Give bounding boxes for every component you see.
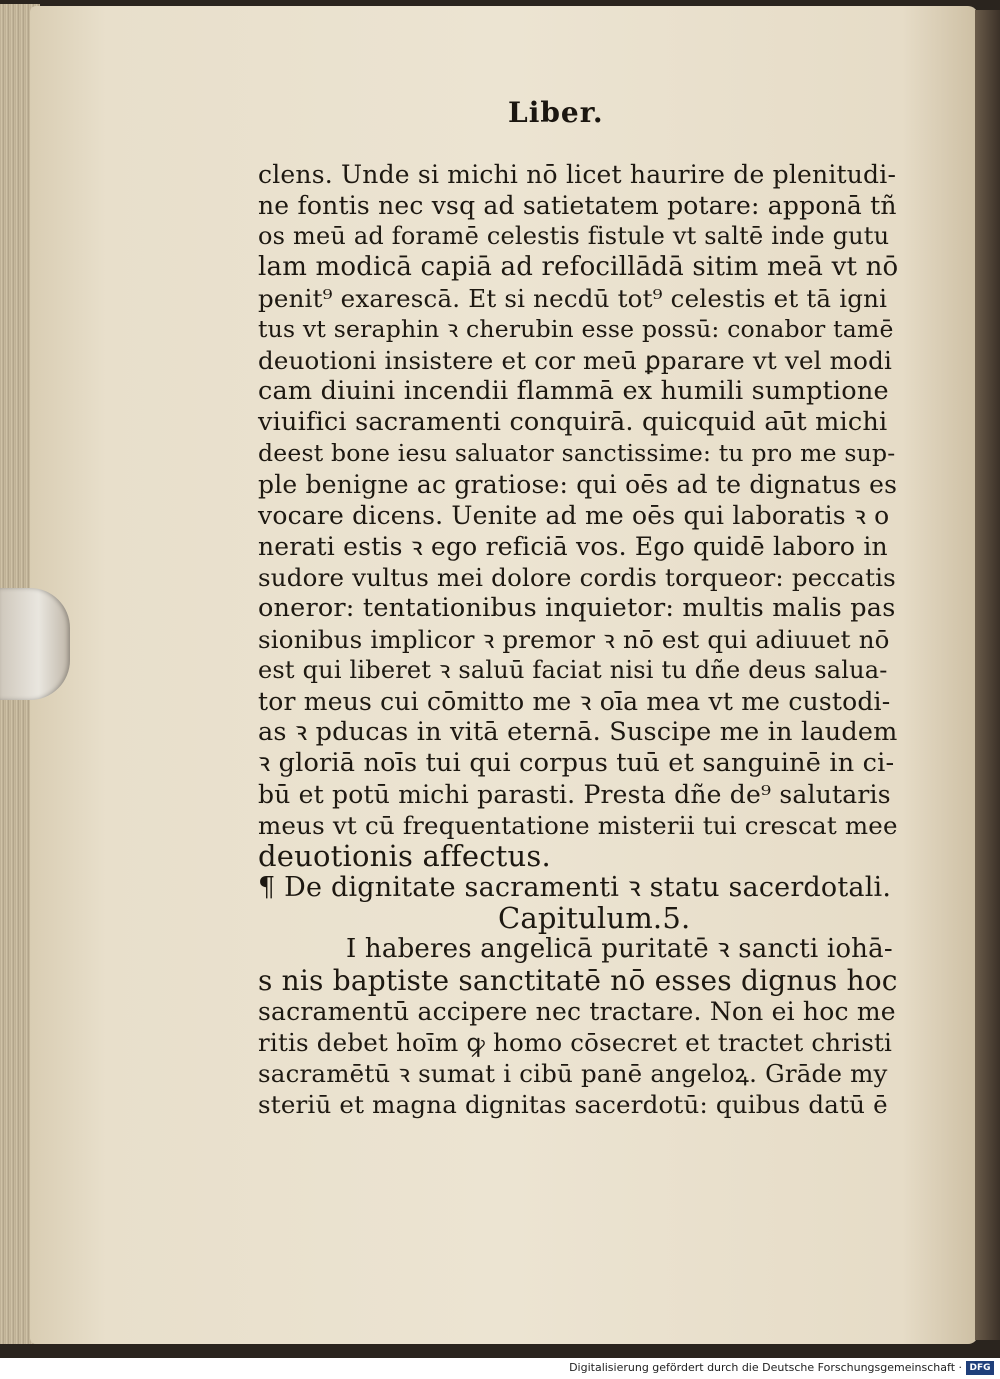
- dfg-logo: DFG: [966, 1361, 994, 1375]
- chapter-heading: ¶ De dignitate sacramenti ꝛ statu sacerdotali.: [258, 872, 892, 903]
- text-line: ne fontis nec vsq ad satietatem potare: apponā tñ: [258, 191, 897, 220]
- text-line: meus vt cū frequentatione misterii tui crescat mee: [258, 811, 898, 840]
- text-line: penit⁹ exarescā. Et si necdū tot⁹ celestis et tā igni: [258, 284, 888, 313]
- text-line: clens. Unde si michi nō licet haurire de plenitudi-: [258, 160, 897, 189]
- text-line: nerati estis ꝛ ego reficiā vos. Ego quidē laboro in: [258, 532, 888, 561]
- footer-credit: Digitalisierung gefördert durch die Deutsche Forschungsgemeinschaft ·: [569, 1361, 962, 1374]
- text-line: s nis baptiste sanctitatē nō esses dignus hoc: [258, 964, 898, 997]
- text-line: lam modicā capiā ad refocillādā sitim meā vt nō: [258, 252, 899, 282]
- text-line: steriū et magna dignitas sacerdotū: quibus datū ē: [258, 1090, 888, 1119]
- chapter-number: Capitulum.5.: [498, 901, 691, 935]
- text-line: sacramentū accipere nec tractare. Non ei hoc me: [258, 997, 896, 1026]
- text-line: ꝛ gloriā noīs tui qui corpus tuū et sanguinē in ci-: [258, 748, 895, 778]
- text-line: oneror: tentationibus inquietor: multis malis pas: [258, 593, 896, 623]
- text-line: tus vt seraphin ꝛ cherubin esse possū: conabor tamē: [258, 315, 894, 343]
- book-binding-edge: [975, 10, 1000, 1340]
- text-line: as ꝛ pducas in vitā eternā. Suscipe me in laudem: [258, 717, 898, 747]
- running-header: Liber.: [508, 96, 604, 129]
- text-line: deuotioni insistere et cor meū ꝑparare vt vel modi: [258, 346, 892, 375]
- footer-bar: [0, 1358, 1000, 1379]
- text-line: deuotionis affectus.: [258, 839, 551, 873]
- text-line: sionibus implicor ꝛ premor ꝛ nō est qui adiuuet nō: [258, 625, 890, 654]
- text-line: tor meus cui cōmitto me ꝛ oīa mea vt me custodi-: [258, 687, 891, 716]
- text-line: cam diuini incendii flammā ex humili sumptione: [258, 376, 889, 406]
- text-line: os meū ad foramē celestis fistule vt saltē inde gutu: [258, 222, 890, 250]
- text-line: viuifici sacramenti conquirā. quicquid aūt michi: [258, 407, 888, 437]
- text-line: deest bone iesu saluator sanctissime: tu pro me sup-: [258, 439, 896, 467]
- text-line: ple benigne ac gratiose: qui oēs ad te dignatus es: [258, 470, 898, 499]
- text-line: sacramētū ꝛ sumat i cibū panē angeloꝝ. Grāde my: [258, 1059, 888, 1088]
- clasp-image: [0, 588, 70, 700]
- text-line: bū et potū michi parasti. Presta dñe de⁹ salutaris: [258, 780, 891, 809]
- text-line: vocare dicens. Uenite ad me oēs qui laboratis ꝛ o: [258, 501, 890, 530]
- text-line: I haberes angelicā puritatē ꝛ sancti iohā-: [346, 934, 893, 964]
- text-line: ritis debet hoīm ꝙ homo cōsecret et tractet christi: [258, 1028, 893, 1057]
- text-line: sudore vultus mei dolore cordis torqueor: peccatis: [258, 563, 896, 592]
- text-line: est qui liberet ꝛ saluū faciat nisi tu dñe deus salua-: [258, 656, 888, 684]
